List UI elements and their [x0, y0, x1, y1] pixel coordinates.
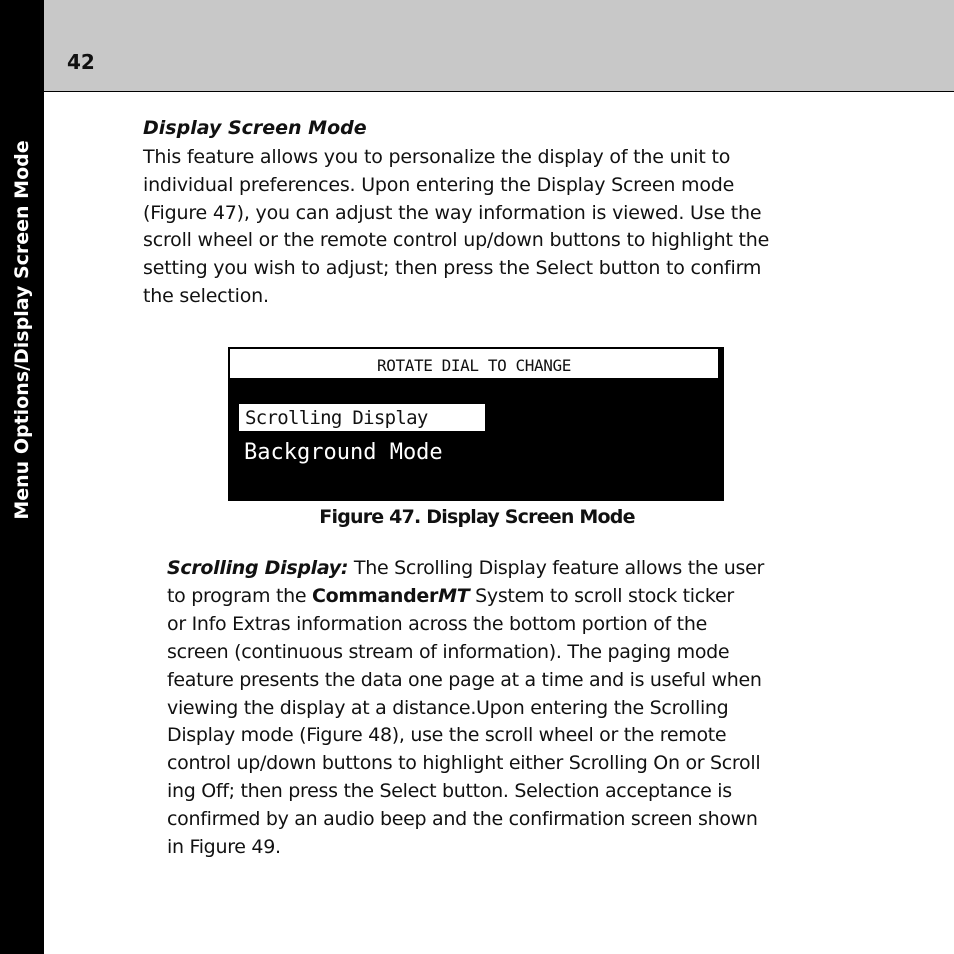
intro-line: the selection.	[143, 284, 269, 307]
intro-line: setting you wish to adjust; then press the Select button to confirm	[143, 257, 762, 280]
paragraph-line: feature presents the data one page at a time and is useful when	[167, 668, 762, 691]
intro-line: (Figure 47), you can adjust the way information is viewed. Use the	[143, 201, 762, 224]
figure-caption	[0, 506, 954, 528]
intro-line: This feature allows you to personalize the display of the unit to	[143, 146, 731, 168]
paragraph-line	[167, 583, 859, 611]
paragraph-line	[167, 555, 859, 583]
brand-name: Commander	[311, 584, 439, 607]
paragraph-line: viewing the display at a distance.Upon entering the Scrolling	[167, 696, 729, 719]
scrolling-display-paragraph	[167, 555, 859, 862]
intro-line: individual preferences. Upon entering the Display Screen mode	[143, 173, 735, 196]
paragraph-line: Display mode (Figure 48), use the scroll wheel or the remote	[167, 724, 727, 747]
line-text: System to scroll stock ticker	[469, 584, 734, 607]
paragraph-line: in Figure 49.	[167, 836, 281, 859]
paragraph-line: control up/down buttons to highlight either Scrolling On or Scroll	[167, 752, 761, 775]
menu-item-background-mode: Background Mode	[244, 440, 443, 465]
paragraph-line: or Info Extras information across the bottom portion of the	[167, 612, 707, 635]
paragraph-line: ing Off; then press the Select button. Selection acceptance is	[167, 780, 732, 803]
figure-caption-text: Figure 47. Display Screen Mode	[319, 506, 635, 528]
line-text: The Scrolling Display feature allows the user	[348, 557, 764, 579]
display-screen-figure	[228, 347, 724, 501]
paragraph-line: confirmed by an audio beep and the confirmation screen shown	[167, 808, 758, 831]
term-scrolling-display: Scrolling Display:	[167, 557, 349, 579]
line-text: to program the	[167, 584, 312, 607]
screen-header: ROTATE DIAL TO CHANGE	[230, 349, 718, 378]
side-tab	[0, 0, 44, 954]
side-tab-label: Menu Options/Display Screen Mode	[11, 140, 33, 520]
intro-paragraph	[143, 144, 859, 311]
menu-item-scrolling-display: Scrolling Display	[239, 404, 485, 431]
intro-line: scroll wheel or the remote control up/down buttons to highlight the	[143, 229, 770, 252]
page-header	[44, 0, 954, 92]
paragraph-line: screen (continuous stream of information). The paging mode	[167, 640, 730, 663]
page-number: 42	[67, 50, 95, 74]
brand-suffix: MT	[438, 584, 470, 607]
section-title: Display Screen Mode	[143, 117, 367, 139]
